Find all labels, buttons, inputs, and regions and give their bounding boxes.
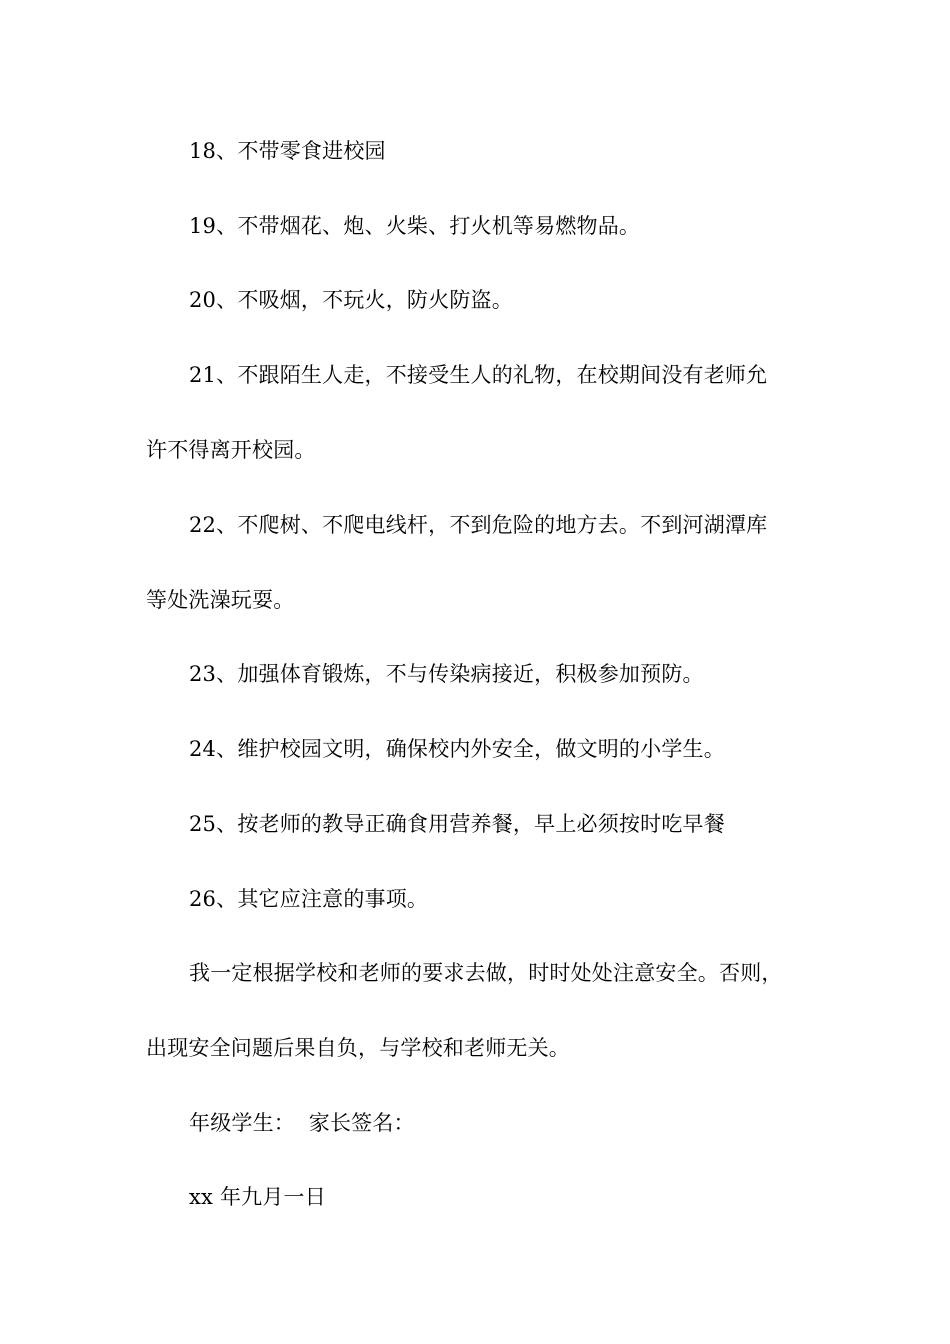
rule-23: 23、加强体育锻炼，不与传染病接近，积极参加预防。 bbox=[189, 662, 704, 686]
rule-22-line-1: 22、不爬树、不爬电线杆，不到危险的地方去。不到河湖潭库 bbox=[189, 513, 768, 537]
pledge-line-1: 我一定根据学校和老师的要求去做，时时处处注意安全。否则， bbox=[189, 961, 783, 985]
rule-25: 25、按老师的教导正确食用营养餐，早上必须按时吃早餐 bbox=[189, 812, 725, 836]
rule-26: 26、其它应注意的事项。 bbox=[189, 887, 429, 911]
rule-19: 19、不带烟花、炮、火柴、打火机等易燃物品。 bbox=[189, 214, 641, 238]
rule-20: 20、不吸烟，不玩火，防火防盗。 bbox=[189, 288, 513, 312]
rule-22-line-2: 等处洗澡玩耍。 bbox=[146, 588, 295, 612]
signature-line: 年级学生： 家长签名： bbox=[189, 1111, 415, 1135]
rule-18: 18、不带零食进校园 bbox=[189, 139, 386, 163]
rule-24: 24、维护校园文明，确保校内外安全，做文明的小学生。 bbox=[189, 737, 725, 761]
pledge-line-2: 出现安全问题后果自负，与学校和老师无关。 bbox=[146, 1036, 570, 1060]
date-line: xx 年九月一日 bbox=[189, 1185, 326, 1209]
rule-21-line-2: 许不得离开校园。 bbox=[146, 438, 316, 462]
rule-21-line-1: 21、不跟陌生人走，不接受生人的礼物，在校期间没有老师允 bbox=[189, 363, 768, 387]
